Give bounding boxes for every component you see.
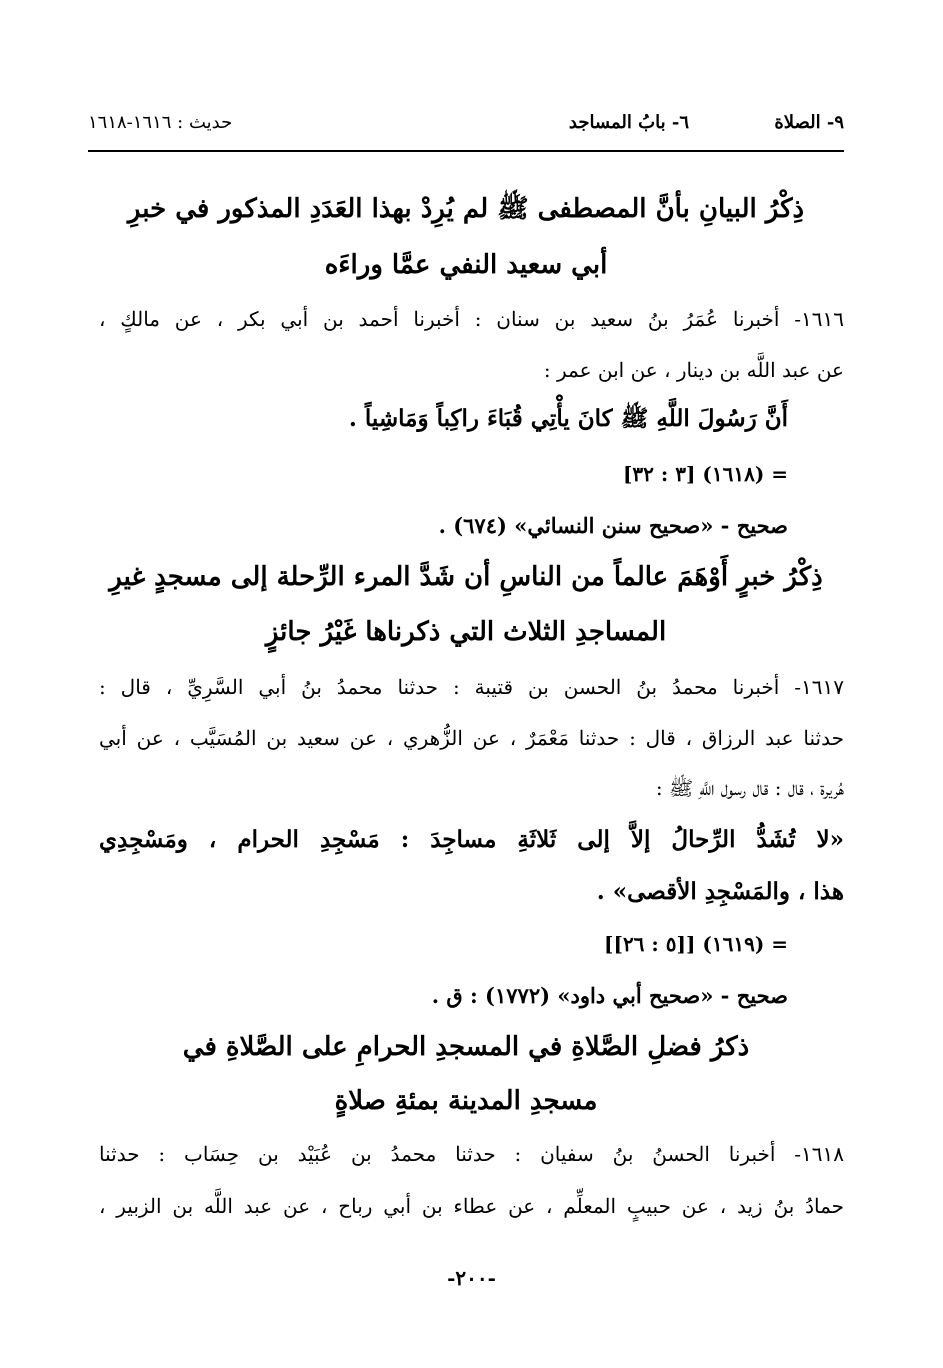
heading-3-line-1: ذكرُ فضلِ الصَّلاةِ في المسجدِ الحرامِ على الصَّلاةِ في [182, 1032, 750, 1062]
hadith-1617-grading: صحيح - «صحيح أبي داود» (١٧٧٢) : ق . [431, 983, 788, 1008]
hadith-1617-line-2: حدثنا عبد الرزاق ، قال : حدثنا مَعْمَرٌ ، عن الزُّهري ، عن سعيد بن المُسَيَّب ، عن أبي [99, 726, 844, 750]
hadith-1618-line-1: ١٦١٨- أخبرنا الحسنُ بنُ سفيان : حدثنا محمدُ بن عُبَيْد بن حِسَاب : حدثنا [99, 1142, 844, 1166]
heading-2-line-1: ذِكْرُ خبرٍ أَوْهَمَ عالماً من الناسِ أن شَدَّ المرء الرِّحلة إلى مسجدٍ غيرِ [109, 562, 823, 592]
hadith-1618-line-2: حمادُ بنُ زيد ، عن حبيبٍ المعلِّم ، عن عطاء بن أبي رباح ، عن عبد اللَّه بن الزبير ، [99, 1194, 844, 1218]
hadith-1616-reference: = (١٦١٨) [٣ : ٣٢] [622, 462, 788, 486]
heading-3-line-2: مسجدِ المدينة بمئةِ صلاةٍ [334, 1086, 598, 1116]
header-rule [88, 150, 844, 152]
running-header [88, 112, 844, 144]
page-number: -٢٠٠- [447, 1266, 496, 1290]
hadith-1616-line-2: عن عبد اللَّه بن دينار ، عن ابن عمر : [543, 358, 844, 382]
hadith-1616-matn: أَنَّ رَسُولَ اللَّهِ ﷺ كانَ يأْتِي قُبَاءَ راكِباً وَمَاشِياً . [348, 405, 788, 432]
hadith-1616-line-1: ١٦١٦- أخبرنا عُمَرُ بنُ سعيد بن سنان : أخبرنا أحمد بن أبي بكر ، عن مالكٍ ، [99, 307, 844, 331]
hadith-1617-reference: = (١٦١٩) [[٥ : ٢٦]] [604, 932, 788, 956]
chapter-title: ٩- الصلاة [774, 112, 844, 133]
heading-2-line-2: المساجدِ الثلاث التي ذكرناها غَيْرُ جائزٍ [265, 617, 667, 647]
hadith-1617-matn-line-1: «لا تُشَدُّ الرِّحالُ إلاَّ إلى ثَلاثَةِ مساجِدَ : مَسْجِدِ الحرام ، ومَسْجِدِي [99, 826, 844, 853]
hadith-1617-matn-line-2: هذا ، والمَسْجِدِ الأقصى» . [596, 878, 844, 905]
heading-1-line-2: أبي سعيد النفي عمَّا وراءَه [324, 250, 608, 280]
heading-1-line-1: ذِكْرُ البيانِ بأنَّ المصطفى ﷺ لم يُرِدْ بهذا العَدَدِ المذكور في خبرِ [127, 194, 805, 224]
section-title: ٦- بابُ المساجد [568, 112, 689, 133]
hadith-1616-grading: صحيح - «صحيح سنن النسائي» (٦٧٤) . [438, 513, 788, 538]
hadith-range: حديث : ١٦١٦-١٦١٨ [88, 112, 233, 133]
hadith-1617-line-1: ١٦١٧- أخبرنا محمدُ بنُ الحسن بن قتيبة : حدثنا محمدُ بنُ أبي السَّرِيِّ ، قال : [99, 675, 844, 699]
hadith-1617-line-3: هُريرة ، قال : قال رسول اللَّهِ ﷺ : [655, 776, 844, 800]
